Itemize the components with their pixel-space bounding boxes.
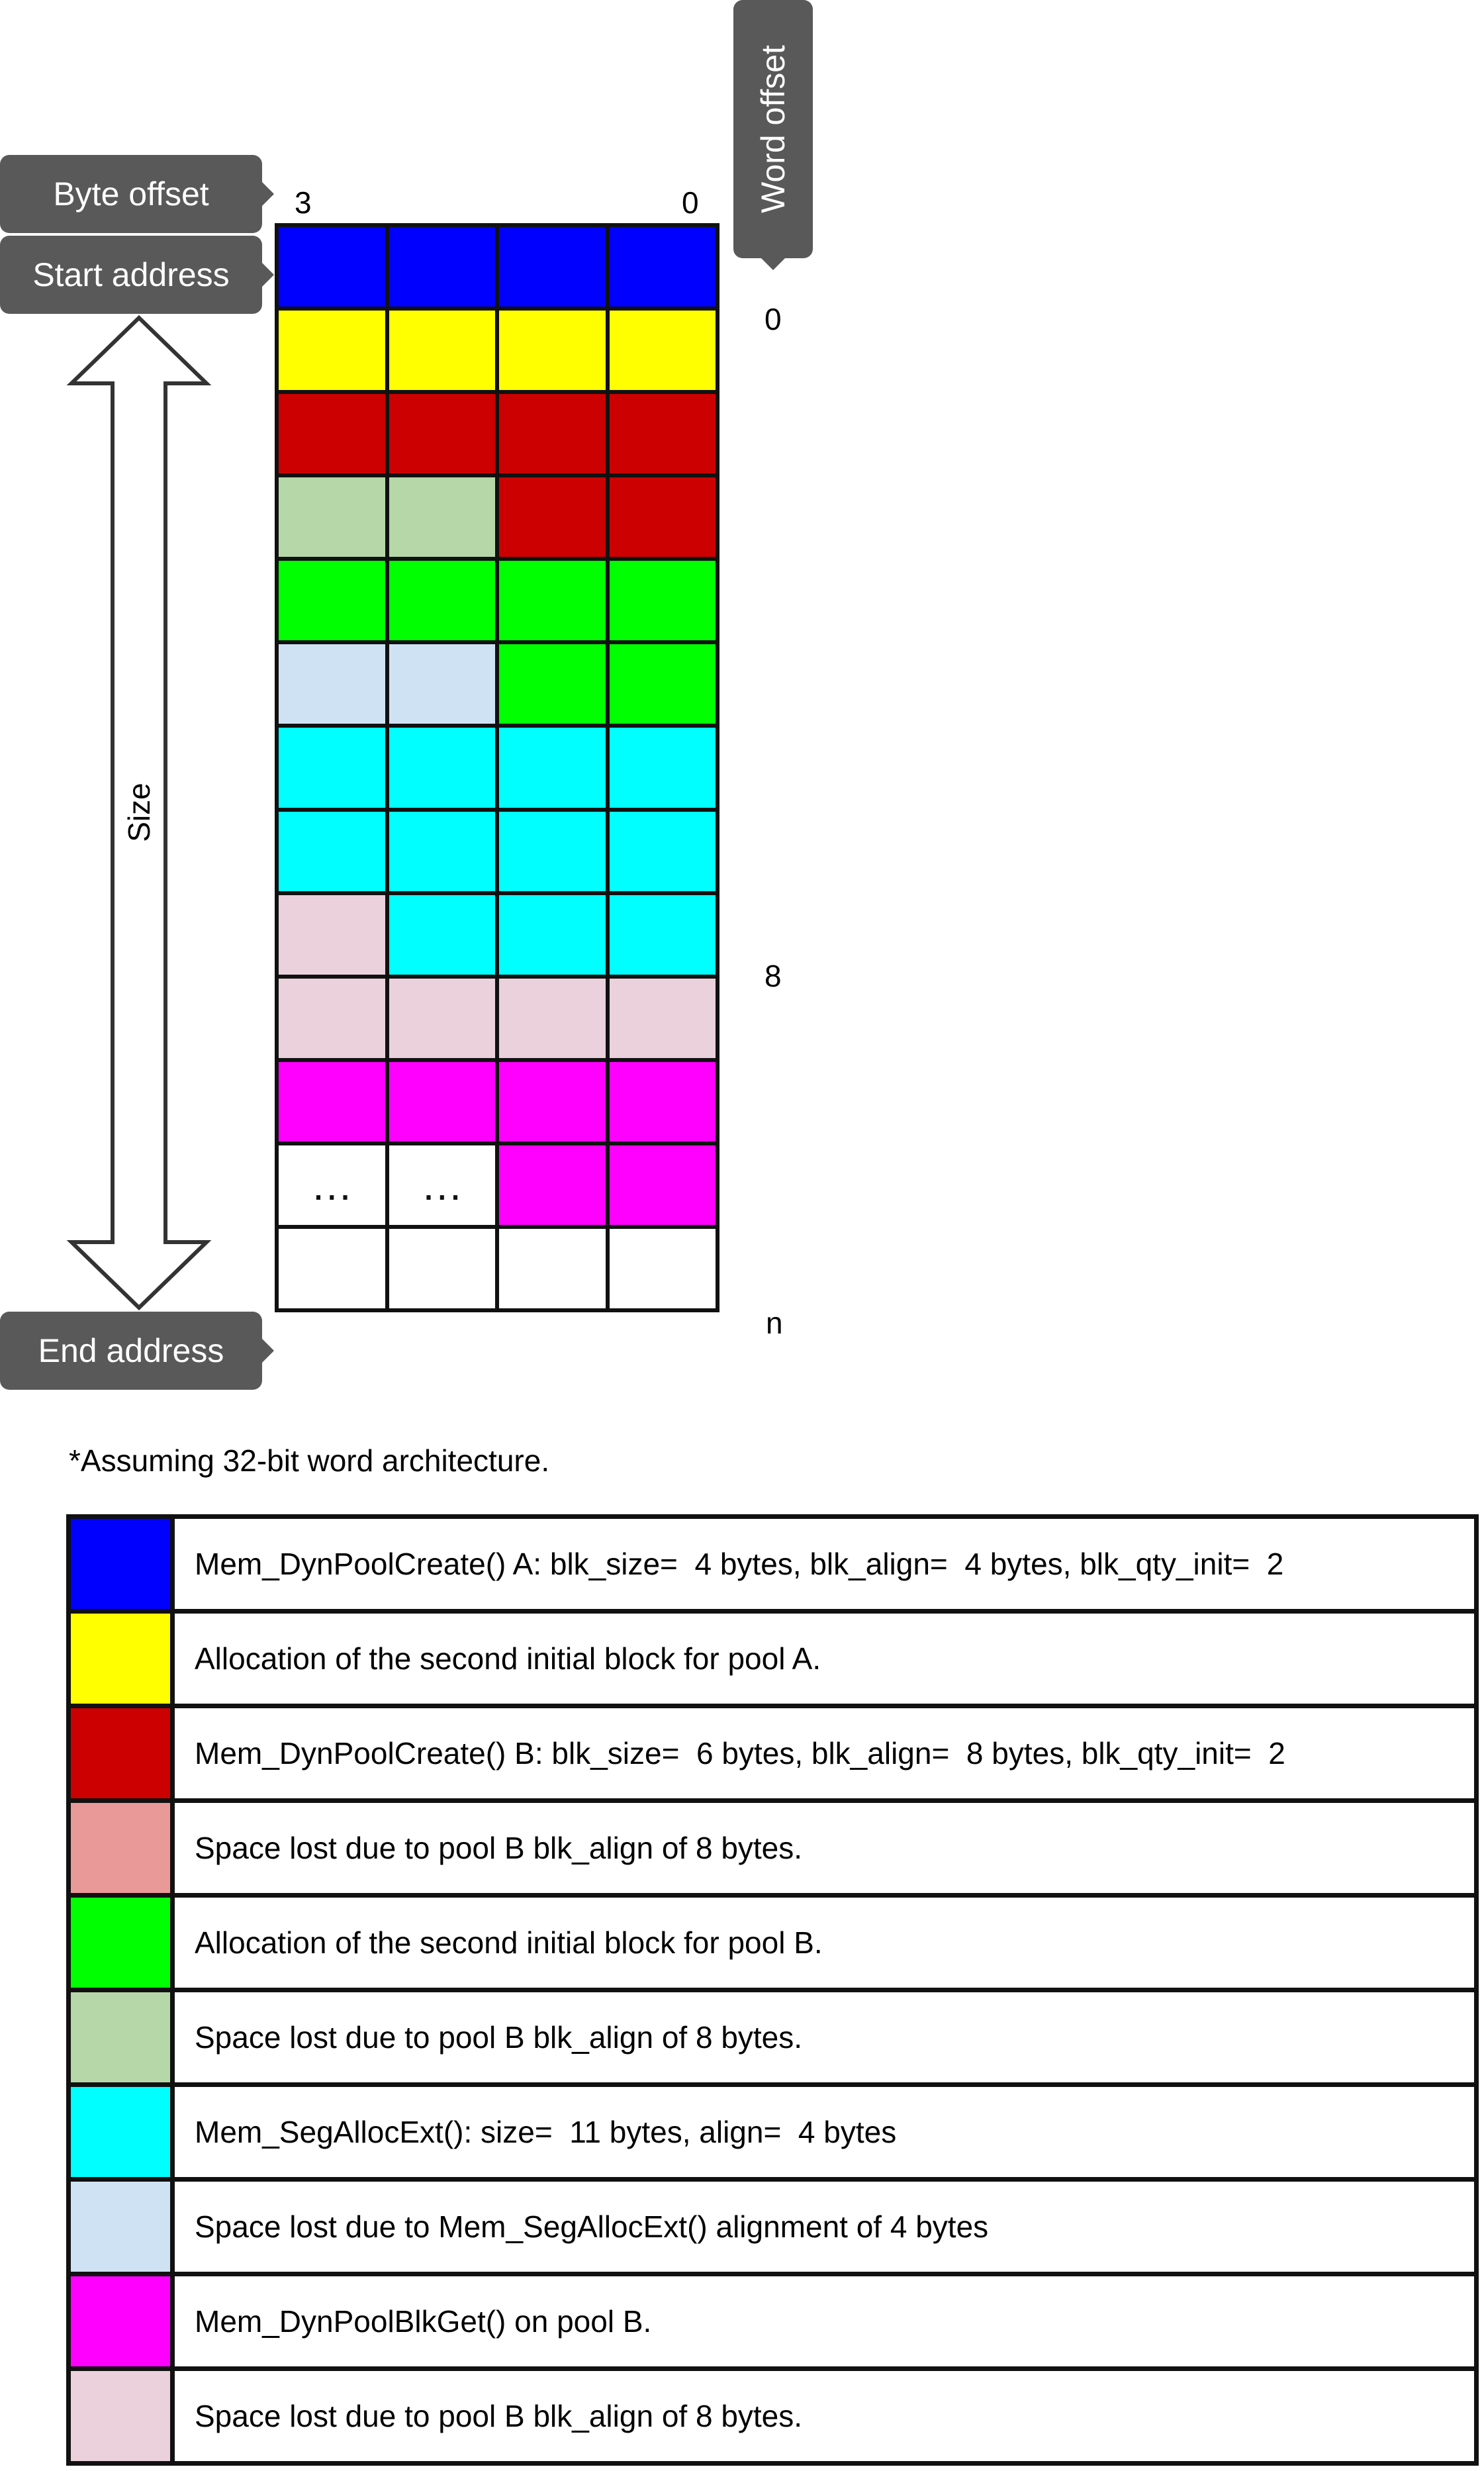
memory-cell bbox=[389, 895, 496, 975]
memory-cell bbox=[610, 311, 716, 390]
memory-cell bbox=[279, 227, 385, 307]
word-offset-mid: 8 bbox=[765, 959, 782, 993]
memory-cell bbox=[610, 394, 716, 473]
memory-cell bbox=[279, 895, 385, 975]
end-address-callout bbox=[0, 1312, 262, 1390]
legend-text: Mem_SegAllocExt(): size= 11 bytes, align= 4 bytes bbox=[175, 2087, 1474, 2177]
size-double-arrow bbox=[66, 315, 212, 1310]
memory-cell bbox=[499, 311, 606, 390]
memory-cell bbox=[279, 812, 385, 891]
memory-cell bbox=[279, 644, 385, 724]
legend-text: Space lost due to pool B blk_align of 8 bytes. bbox=[175, 1992, 1474, 2082]
legend-text: Space lost due to Mem_SegAllocExt() alignment of 4 bytes bbox=[175, 2182, 1474, 2272]
legend-table bbox=[66, 1514, 1479, 2466]
start-address-callout bbox=[0, 236, 262, 314]
memory-cell bbox=[389, 311, 496, 390]
word-offset-callout bbox=[733, 0, 813, 258]
memory-cell bbox=[389, 1229, 496, 1308]
size-label: Size bbox=[122, 783, 156, 842]
memory-cell: … bbox=[389, 1145, 496, 1225]
legend-text: Space lost due to pool B blk_align of 8 bytes. bbox=[175, 2371, 1474, 2461]
memory-cell bbox=[610, 895, 716, 975]
byte-offset-high: 3 bbox=[295, 185, 312, 220]
word-offset-last: n bbox=[766, 1306, 783, 1340]
memory-cell bbox=[499, 1062, 606, 1141]
memory-cell bbox=[499, 812, 606, 891]
memory-cell bbox=[389, 561, 496, 640]
legend-swatch bbox=[71, 1614, 170, 1704]
legend-row bbox=[71, 2087, 1474, 2177]
memory-cell bbox=[610, 979, 716, 1058]
byte-offset-callout bbox=[0, 155, 262, 233]
memory-cell bbox=[610, 1145, 716, 1225]
memory-cell: … bbox=[279, 1145, 385, 1225]
start-address-label: Start address bbox=[32, 256, 230, 293]
memory-cell bbox=[389, 227, 496, 307]
byte-offset-label: Byte offset bbox=[53, 175, 209, 213]
legend-text: Allocation of the second initial block for pool A. bbox=[175, 1614, 1474, 1704]
memory-cell bbox=[610, 1229, 716, 1308]
memory-cell bbox=[610, 561, 716, 640]
memory-cell bbox=[610, 728, 716, 807]
legend-swatch bbox=[71, 1519, 170, 1609]
memory-cell bbox=[610, 812, 716, 891]
memory-cell bbox=[610, 477, 716, 557]
memory-cell bbox=[499, 394, 606, 473]
memory-cell bbox=[610, 227, 716, 307]
legend-swatch bbox=[71, 2182, 170, 2272]
memory-cell bbox=[499, 644, 606, 724]
memory-cell bbox=[279, 311, 385, 390]
legend-text: Mem_DynPoolCreate() A: blk_size= 4 bytes, blk_align= 4 bytes, blk_qty_init= 2 bbox=[175, 1519, 1474, 1609]
legend-text: Allocation of the second initial block for pool B. bbox=[175, 1898, 1474, 1988]
memory-cell bbox=[279, 728, 385, 807]
memory-cell bbox=[279, 561, 385, 640]
memory-cell bbox=[499, 895, 606, 975]
memory-cell bbox=[499, 1145, 606, 1225]
legend-swatch bbox=[71, 1992, 170, 2082]
legend-text: Space lost due to pool B blk_align of 8 bytes. bbox=[175, 1803, 1474, 1893]
memory-grid bbox=[275, 223, 719, 1312]
legend-swatch bbox=[71, 1708, 170, 1798]
memory-cell bbox=[389, 812, 496, 891]
memory-cell bbox=[279, 477, 385, 557]
legend-row bbox=[71, 1519, 1474, 1609]
memory-cell bbox=[389, 644, 496, 724]
legend-row bbox=[71, 1614, 1474, 1704]
memory-cell bbox=[389, 979, 496, 1058]
legend-row bbox=[71, 2276, 1474, 2366]
memory-cell bbox=[610, 1062, 716, 1141]
legend-row bbox=[71, 1898, 1474, 1988]
legend-swatch bbox=[71, 1803, 170, 1893]
word-offset-first: 0 bbox=[765, 302, 782, 336]
legend-swatch bbox=[71, 2276, 170, 2366]
legend-swatch bbox=[71, 2087, 170, 2177]
architecture-note: *Assuming 32-bit word architecture. bbox=[69, 1443, 550, 1478]
byte-offset-low: 0 bbox=[682, 185, 699, 220]
legend-row bbox=[71, 2182, 1474, 2272]
memory-cell bbox=[610, 644, 716, 724]
memory-cell bbox=[389, 728, 496, 807]
legend-row bbox=[71, 1803, 1474, 1893]
memory-cell bbox=[389, 1062, 496, 1141]
memory-cell bbox=[279, 1062, 385, 1141]
memory-cell bbox=[499, 728, 606, 807]
legend-row bbox=[71, 1992, 1474, 2082]
memory-cell bbox=[279, 979, 385, 1058]
legend-text: Mem_DynPoolBlkGet() on pool B. bbox=[175, 2276, 1474, 2366]
legend-swatch bbox=[71, 2371, 170, 2461]
end-address-label: End address bbox=[38, 1332, 224, 1369]
legend-text: Mem_DynPoolCreate() B: blk_size= 6 bytes, blk_align= 8 bytes, blk_qty_init= 2 bbox=[175, 1708, 1474, 1798]
memory-cell bbox=[389, 477, 496, 557]
legend-row bbox=[71, 2371, 1474, 2461]
legend-swatch bbox=[71, 1898, 170, 1988]
memory-cell bbox=[389, 394, 496, 473]
memory-cell bbox=[499, 477, 606, 557]
memory-cell bbox=[499, 979, 606, 1058]
memory-cell bbox=[279, 394, 385, 473]
legend-row bbox=[71, 1708, 1474, 1798]
word-offset-label: Word offset bbox=[755, 45, 792, 213]
memory-cell bbox=[499, 1229, 606, 1308]
memory-cell bbox=[499, 227, 606, 307]
memory-cell bbox=[499, 561, 606, 640]
memory-cell bbox=[279, 1229, 385, 1308]
